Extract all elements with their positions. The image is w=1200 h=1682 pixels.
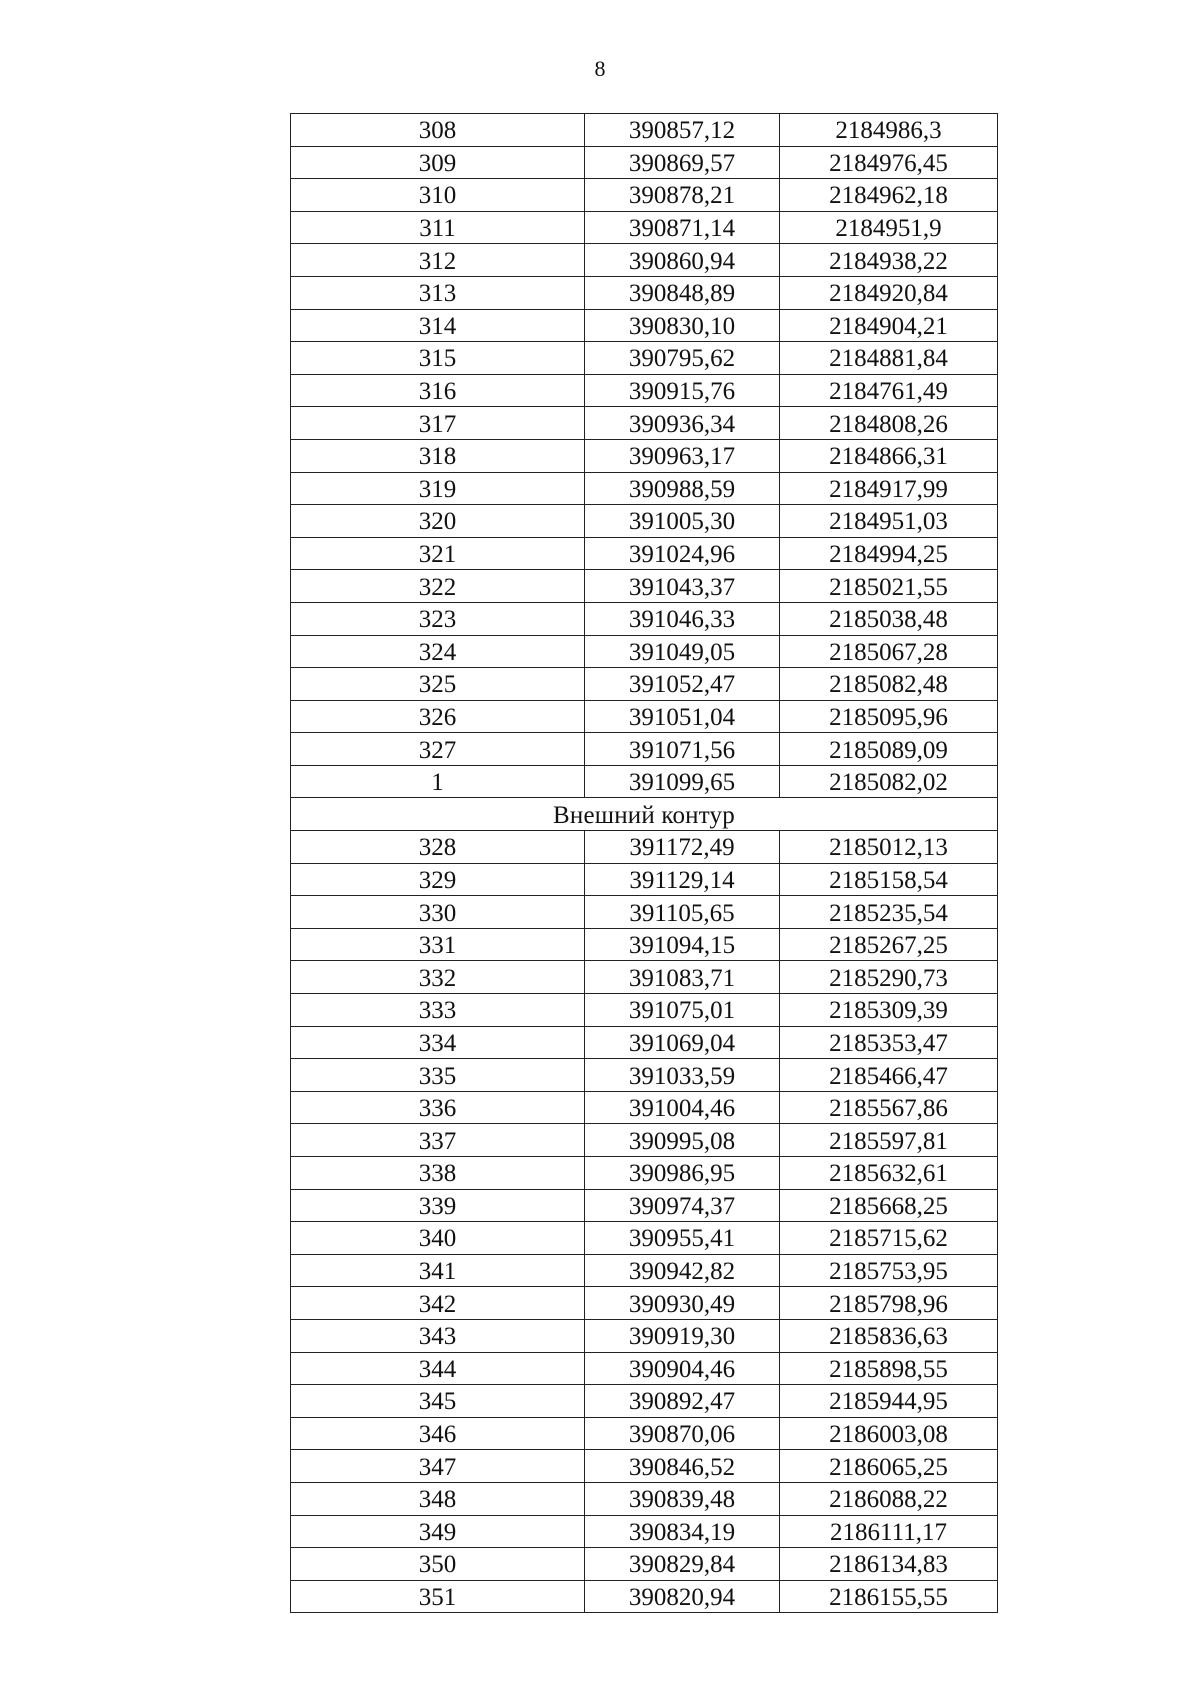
point-number-cell: 323 xyxy=(291,602,585,635)
y-coordinate-cell: 2185235,54 xyxy=(780,896,998,929)
y-coordinate-cell: 2185753,95 xyxy=(780,1254,998,1287)
x-coordinate-cell: 391024,96 xyxy=(585,537,780,570)
point-number-cell: 310 xyxy=(291,179,585,212)
x-coordinate-cell: 391105,65 xyxy=(585,896,780,929)
table-row xyxy=(291,1059,998,1092)
x-coordinate-cell: 390820,94 xyxy=(585,1580,780,1613)
y-coordinate-cell: 2186111,17 xyxy=(780,1515,998,1548)
page-number: 8 xyxy=(594,56,606,81)
table-row xyxy=(291,244,998,277)
y-coordinate-cell: 2184904,21 xyxy=(780,309,998,342)
table-row xyxy=(291,831,998,864)
y-coordinate-cell: 2184986,3 xyxy=(780,114,998,147)
x-coordinate-cell: 390930,49 xyxy=(585,1287,780,1320)
x-coordinate-cell: 391071,56 xyxy=(585,733,780,766)
table-row xyxy=(291,407,998,440)
table-row xyxy=(291,1287,998,1320)
y-coordinate-cell: 2184881,84 xyxy=(780,342,998,375)
table-body-inner-contour xyxy=(291,114,998,798)
y-coordinate-cell: 2185597,81 xyxy=(780,1124,998,1157)
x-coordinate-cell: 390892,47 xyxy=(585,1385,780,1418)
y-coordinate-cell: 2185898,55 xyxy=(780,1352,998,1385)
x-coordinate-cell: 390839,48 xyxy=(585,1482,780,1515)
y-coordinate-cell: 2184962,18 xyxy=(780,179,998,212)
table-row xyxy=(291,635,998,668)
x-coordinate-cell: 391046,33 xyxy=(585,602,780,635)
table-row xyxy=(291,439,998,472)
y-coordinate-cell: 2184951,9 xyxy=(780,211,998,244)
point-number-cell: 319 xyxy=(291,472,585,505)
table-row xyxy=(291,1189,998,1222)
y-coordinate-cell: 2186003,08 xyxy=(780,1417,998,1450)
x-coordinate-cell: 390869,57 xyxy=(585,146,780,179)
x-coordinate-cell: 390846,52 xyxy=(585,1450,780,1483)
point-number-cell: 342 xyxy=(291,1287,585,1320)
point-number-cell: 349 xyxy=(291,1515,585,1548)
point-number-cell: 314 xyxy=(291,309,585,342)
x-coordinate-cell: 390871,14 xyxy=(585,211,780,244)
point-number-cell: 324 xyxy=(291,635,585,668)
table-row xyxy=(291,537,998,570)
y-coordinate-cell: 2186134,83 xyxy=(780,1548,998,1581)
y-coordinate-cell: 2185944,95 xyxy=(780,1385,998,1418)
point-number-cell: 341 xyxy=(291,1254,585,1287)
table-row xyxy=(291,994,998,1027)
table-body-outer-contour xyxy=(291,831,998,1613)
table-row xyxy=(291,863,998,896)
y-coordinate-cell: 2184938,22 xyxy=(780,244,998,277)
point-number-cell: 325 xyxy=(291,668,585,701)
x-coordinate-cell: 390829,84 xyxy=(585,1548,780,1581)
x-coordinate-cell: 391004,46 xyxy=(585,1091,780,1124)
point-number-cell: 346 xyxy=(291,1417,585,1450)
x-coordinate-cell: 391099,65 xyxy=(585,765,780,798)
y-coordinate-cell: 2186065,25 xyxy=(780,1450,998,1483)
table-row xyxy=(291,1157,998,1190)
table-row xyxy=(291,961,998,994)
point-number-cell: 330 xyxy=(291,896,585,929)
table-row xyxy=(291,1254,998,1287)
y-coordinate-cell: 2184994,25 xyxy=(780,537,998,570)
table-row xyxy=(291,896,998,929)
point-number-cell: 332 xyxy=(291,961,585,994)
point-number-cell: 317 xyxy=(291,407,585,440)
table-row xyxy=(291,1352,998,1385)
x-coordinate-cell: 391075,01 xyxy=(585,994,780,1027)
point-number-cell: 313 xyxy=(291,276,585,309)
point-number-cell: 343 xyxy=(291,1319,585,1352)
table-row xyxy=(291,1515,998,1548)
point-number-cell: 345 xyxy=(291,1385,585,1418)
point-number-cell: 336 xyxy=(291,1091,585,1124)
point-number-cell: 333 xyxy=(291,994,585,1027)
table-section xyxy=(291,798,998,831)
point-number-cell: 329 xyxy=(291,863,585,896)
y-coordinate-cell: 2185082,48 xyxy=(780,668,998,701)
point-number-cell: 347 xyxy=(291,1450,585,1483)
x-coordinate-cell: 390860,94 xyxy=(585,244,780,277)
table-row xyxy=(291,1580,998,1613)
table-row xyxy=(291,668,998,701)
y-coordinate-cell: 2186088,22 xyxy=(780,1482,998,1515)
point-number-cell: 318 xyxy=(291,439,585,472)
point-number-cell: 340 xyxy=(291,1222,585,1255)
x-coordinate-cell: 390955,41 xyxy=(585,1222,780,1255)
y-coordinate-cell: 2184808,26 xyxy=(780,407,998,440)
point-number-cell: 1 xyxy=(291,765,585,798)
y-coordinate-cell: 2184976,45 xyxy=(780,146,998,179)
x-coordinate-cell: 391049,05 xyxy=(585,635,780,668)
point-number-cell: 338 xyxy=(291,1157,585,1190)
x-coordinate-cell: 390848,89 xyxy=(585,276,780,309)
table-row xyxy=(291,505,998,538)
table-row xyxy=(291,733,998,766)
table-row xyxy=(291,1124,998,1157)
y-coordinate-cell: 2185082,02 xyxy=(780,765,998,798)
section-title: Внешний контур xyxy=(291,798,998,831)
x-coordinate-cell: 390974,37 xyxy=(585,1189,780,1222)
y-coordinate-cell: 2185038,48 xyxy=(780,602,998,635)
point-number-cell: 328 xyxy=(291,831,585,864)
y-coordinate-cell: 2184917,99 xyxy=(780,472,998,505)
table-row xyxy=(291,211,998,244)
y-coordinate-cell: 2185715,62 xyxy=(780,1222,998,1255)
y-coordinate-cell: 2184951,03 xyxy=(780,505,998,538)
y-coordinate-cell: 2185668,25 xyxy=(780,1189,998,1222)
y-coordinate-cell: 2185021,55 xyxy=(780,570,998,603)
point-number-cell: 344 xyxy=(291,1352,585,1385)
point-number-cell: 348 xyxy=(291,1482,585,1515)
x-coordinate-cell: 391051,04 xyxy=(585,700,780,733)
y-coordinate-cell: 2185798,96 xyxy=(780,1287,998,1320)
point-number-cell: 308 xyxy=(291,114,585,147)
point-number-cell: 321 xyxy=(291,537,585,570)
x-coordinate-cell: 390870,06 xyxy=(585,1417,780,1450)
table-row xyxy=(291,1319,998,1352)
point-number-cell: 312 xyxy=(291,244,585,277)
table-row xyxy=(291,472,998,505)
table-row xyxy=(291,1385,998,1418)
y-coordinate-cell: 2185567,86 xyxy=(780,1091,998,1124)
y-coordinate-cell: 2185353,47 xyxy=(780,1026,998,1059)
table-row xyxy=(291,1482,998,1515)
y-coordinate-cell: 2185012,13 xyxy=(780,831,998,864)
y-coordinate-cell: 2184866,31 xyxy=(780,439,998,472)
x-coordinate-cell: 390904,46 xyxy=(585,1352,780,1385)
coordinates-table xyxy=(290,113,998,1613)
y-coordinate-cell: 2185632,61 xyxy=(780,1157,998,1190)
point-number-cell: 322 xyxy=(291,570,585,603)
x-coordinate-cell: 390915,76 xyxy=(585,374,780,407)
x-coordinate-cell: 390942,82 xyxy=(585,1254,780,1287)
point-number-cell: 311 xyxy=(291,211,585,244)
x-coordinate-cell: 391069,04 xyxy=(585,1026,780,1059)
point-number-cell: 315 xyxy=(291,342,585,375)
point-number-cell: 350 xyxy=(291,1548,585,1581)
table-row xyxy=(291,179,998,212)
table-row xyxy=(291,276,998,309)
table-row xyxy=(291,1417,998,1450)
table-row xyxy=(291,1222,998,1255)
table-row xyxy=(291,146,998,179)
x-coordinate-cell: 390988,59 xyxy=(585,472,780,505)
table-row xyxy=(291,1091,998,1124)
section-header-row xyxy=(291,798,998,831)
point-number-cell: 339 xyxy=(291,1189,585,1222)
x-coordinate-cell: 390830,10 xyxy=(585,309,780,342)
table-row xyxy=(291,602,998,635)
y-coordinate-cell: 2185309,39 xyxy=(780,994,998,1027)
table-row xyxy=(291,1026,998,1059)
y-coordinate-cell: 2185095,96 xyxy=(780,700,998,733)
table-row xyxy=(291,114,998,147)
y-coordinate-cell: 2185158,54 xyxy=(780,863,998,896)
x-coordinate-cell: 391129,14 xyxy=(585,863,780,896)
x-coordinate-cell: 391083,71 xyxy=(585,961,780,994)
point-number-cell: 335 xyxy=(291,1059,585,1092)
x-coordinate-cell: 391005,30 xyxy=(585,505,780,538)
y-coordinate-cell: 2185836,63 xyxy=(780,1319,998,1352)
y-coordinate-cell: 2185267,25 xyxy=(780,928,998,961)
table-row xyxy=(291,374,998,407)
y-coordinate-cell: 2185466,47 xyxy=(780,1059,998,1092)
x-coordinate-cell: 390986,95 xyxy=(585,1157,780,1190)
point-number-cell: 320 xyxy=(291,505,585,538)
x-coordinate-cell: 391094,15 xyxy=(585,928,780,961)
point-number-cell: 309 xyxy=(291,146,585,179)
table-row xyxy=(291,1450,998,1483)
x-coordinate-cell: 390995,08 xyxy=(585,1124,780,1157)
x-coordinate-cell: 391172,49 xyxy=(585,831,780,864)
point-number-cell: 334 xyxy=(291,1026,585,1059)
y-coordinate-cell: 2184761,49 xyxy=(780,374,998,407)
table-row xyxy=(291,765,998,798)
y-coordinate-cell: 2185089,09 xyxy=(780,733,998,766)
point-number-cell: 327 xyxy=(291,733,585,766)
table-row xyxy=(291,309,998,342)
x-coordinate-cell: 390834,19 xyxy=(585,1515,780,1548)
table-row xyxy=(291,928,998,961)
x-coordinate-cell: 390936,34 xyxy=(585,407,780,440)
point-number-cell: 351 xyxy=(291,1580,585,1613)
table-row xyxy=(291,570,998,603)
point-number-cell: 326 xyxy=(291,700,585,733)
x-coordinate-cell: 390919,30 xyxy=(585,1319,780,1352)
point-number-cell: 316 xyxy=(291,374,585,407)
x-coordinate-cell: 391033,59 xyxy=(585,1059,780,1092)
table-row xyxy=(291,700,998,733)
x-coordinate-cell: 390963,17 xyxy=(585,439,780,472)
table-row xyxy=(291,1548,998,1581)
y-coordinate-cell: 2186155,55 xyxy=(780,1580,998,1613)
x-coordinate-cell: 391043,37 xyxy=(585,570,780,603)
x-coordinate-cell: 390795,62 xyxy=(585,342,780,375)
point-number-cell: 331 xyxy=(291,928,585,961)
y-coordinate-cell: 2184920,84 xyxy=(780,276,998,309)
x-coordinate-cell: 391052,47 xyxy=(585,668,780,701)
y-coordinate-cell: 2185290,73 xyxy=(780,961,998,994)
point-number-cell: 337 xyxy=(291,1124,585,1157)
y-coordinate-cell: 2185067,28 xyxy=(780,635,998,668)
x-coordinate-cell: 390857,12 xyxy=(585,114,780,147)
table-row xyxy=(291,342,998,375)
x-coordinate-cell: 390878,21 xyxy=(585,179,780,212)
